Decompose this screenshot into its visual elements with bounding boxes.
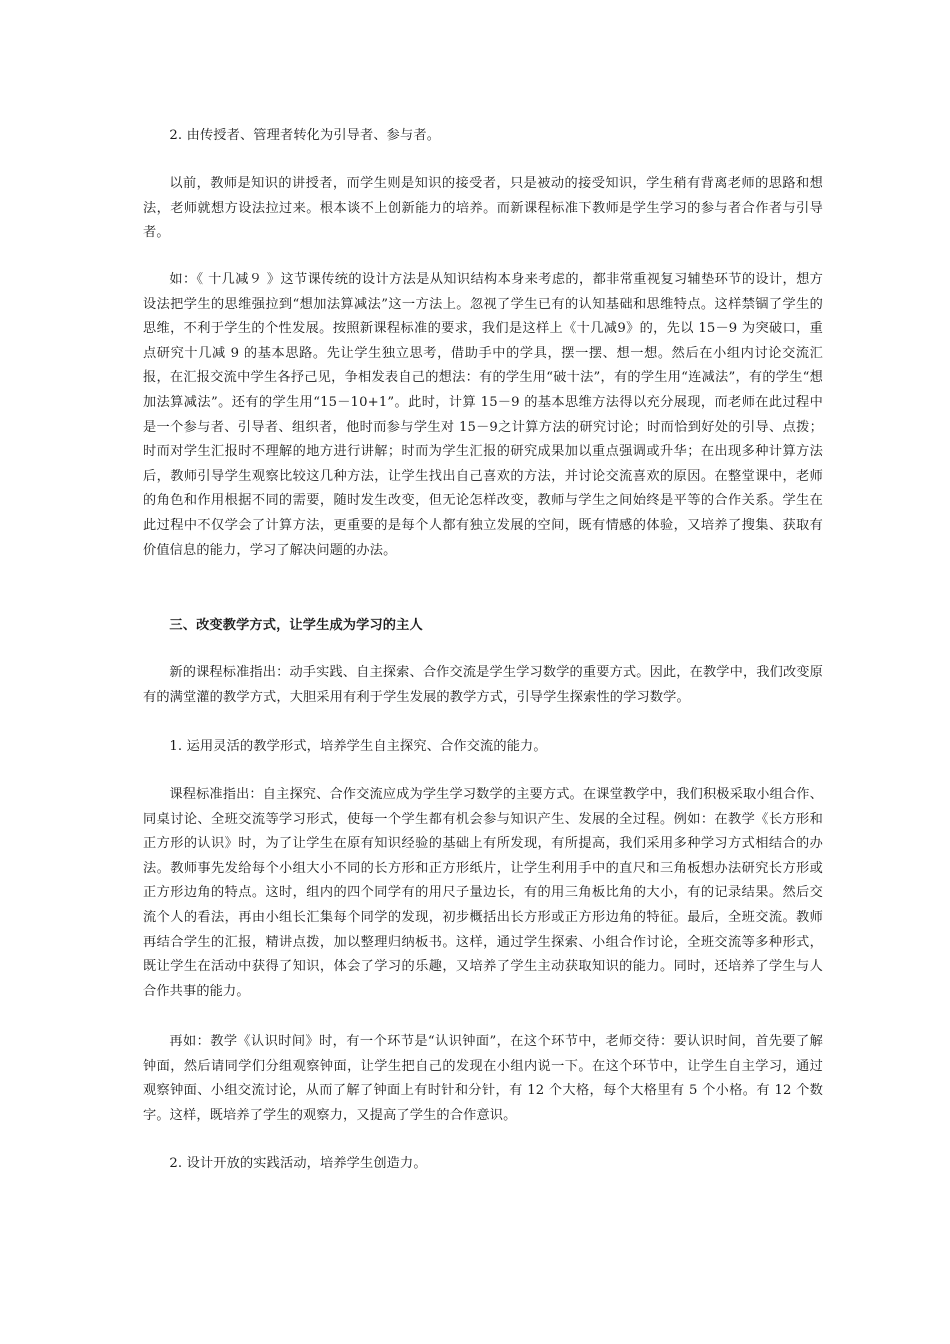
subheading-1-flexible-teaching: 1. 运用灵活的教学形式，培养学生自主探究、合作交流的能力。 (169, 739, 547, 754)
paragraph-teacher-role: 以前，教师是知识的讲授者，而学生则是知识的接受者，只是被动的接受知识，学生稍有背离老师的思路和想法，老师就想方设法拉过来。根本谈不上创新能力的培养。而新课程标准下教师是学生学习的参与者合作者与引导者。 (143, 176, 823, 241)
paragraph-rectangle-example: 课程标准指出：自主探究、合作交流应成为学生学习数学的主要方式。在课堂教学中，我们积极采取小组合作、同桌讨论、全班交流等学习形式，使每一个学生都有机会参与知识产生、发展的全过程。例如：在教学《长方形和正方形的认识》时，为了让学生在原有知识经验的基础上有所发现，有所提高，我们采用多种学习方式相结合的办法。教师事先发给每个小组大小不同的长方形和正方形纸片，让学生利用手中的直尺和三角板想办法研究长方形或正方形边角的特点。这时，组内的四个同学有的用尺子量边长，有的用三角板比角的大小，有的记录结果。然后交流个人的看法，再由小组长汇集每个同学的发现，初步概括出长方形或正方形边角的特征。最后，全班交流。教师再结合学生的汇报，精讲点拨，加以整理归纳板书。这样，通过学生探索、小组合作讨论，全班交流等多种形式，既让学生在活动中获得了知识，体会了学习的乐趣，又培养了学生主动获取知识的能力。同时，还培养了学生与人合作共事的能力。 (143, 787, 823, 999)
subheading-2-open-activities: 2. 设计开放的实践活动，培养学生创造力。 (169, 1156, 427, 1171)
section-heading-3: 三、改变教学方式，让学生成为学习的主人 (169, 618, 423, 633)
paragraph-example-subtraction: 如：《 十几减９ 》这节课传统的设计方法是从知识结构本身来考虑的，都非常重视复习辅垫环节的设计，想方设法把学生的思维强拉到“想加法算减法”这一方法上。忽视了学生已有的认知基础和思维特点。这样禁锢了学生的思维，不利于学生的个性发展。按照新课程标准的要求，我们是这样上《十几减9》的，先以 15－9 为突破口，重点研究十几减 9 的基本思路。先让学生独立思考，借助手中的学具，摆一摆、想一想。然后在小组内讨论交流汇报，在汇报交流中学生各抒己见，争相发表自己的想法：有的学生用“破十法”，有的学生用“连减法”，有的学生“想加法算减法”。还有的学生用“15－10+1”。此时，计算 15－9 的基本思维方法得以充分展现，而老师在此过程中是一个参与者、引导者、组织者，他时而参与学生对 15－9之计算方法的研究讨论；时而恰到好处的引导、点拨；时而对学生汇报时不理解的地方进行讲解；时而为学生汇报的研究成果加以重点强调或升华；在出现多种计算方法后，教师引导学生观察比较这几种方法，让学生找出自己喜欢的方法，并讨论交流喜欢的原因。在整堂课中，老师的角色和作用根据不同的需要，随时发生改变，但无论怎样改变，教师与学生之间始终是平等的合作关系。学生在此过程中不仅学会了计算方法，更重要的是每个人都有独立发展的空间，既有情感的体验，又培养了搜集、获取有价值信息的能力，学习了解决问题的办法。 (143, 272, 823, 558)
subheading-2-role-change: 2. 由传授者、管理者转化为引导者、参与者。 (169, 128, 441, 143)
paragraph-clock-example: 再如：教学《认识时间》时，有一个环节是“认识钟面”，在这个环节中，老师交待：要认识时间，首先要了解钟面，然后请同学们分组观察钟面，让学生把自己的发现在小组内说一下。在这个环节中，让学生自主学习，通过观察钟面、小组交流讨论，从而了解了钟面上有时针和分针，有 12 个大格，每个大格里有 5 个小格。有 12 个数字。这样，既培养了学生的观察力，又提高了学生的合作意识。 (143, 1034, 823, 1123)
paragraph-curriculum-standard: 新的课程标准指出：动手实践、自主探索、合作交流是学生学习数学的重要方式。因此，在教学中，我们改变原有的满堂灌的教学方式，大胆采用有利于学生发展的教学方式，引导学生探索性的学习数学。 (143, 665, 823, 705)
